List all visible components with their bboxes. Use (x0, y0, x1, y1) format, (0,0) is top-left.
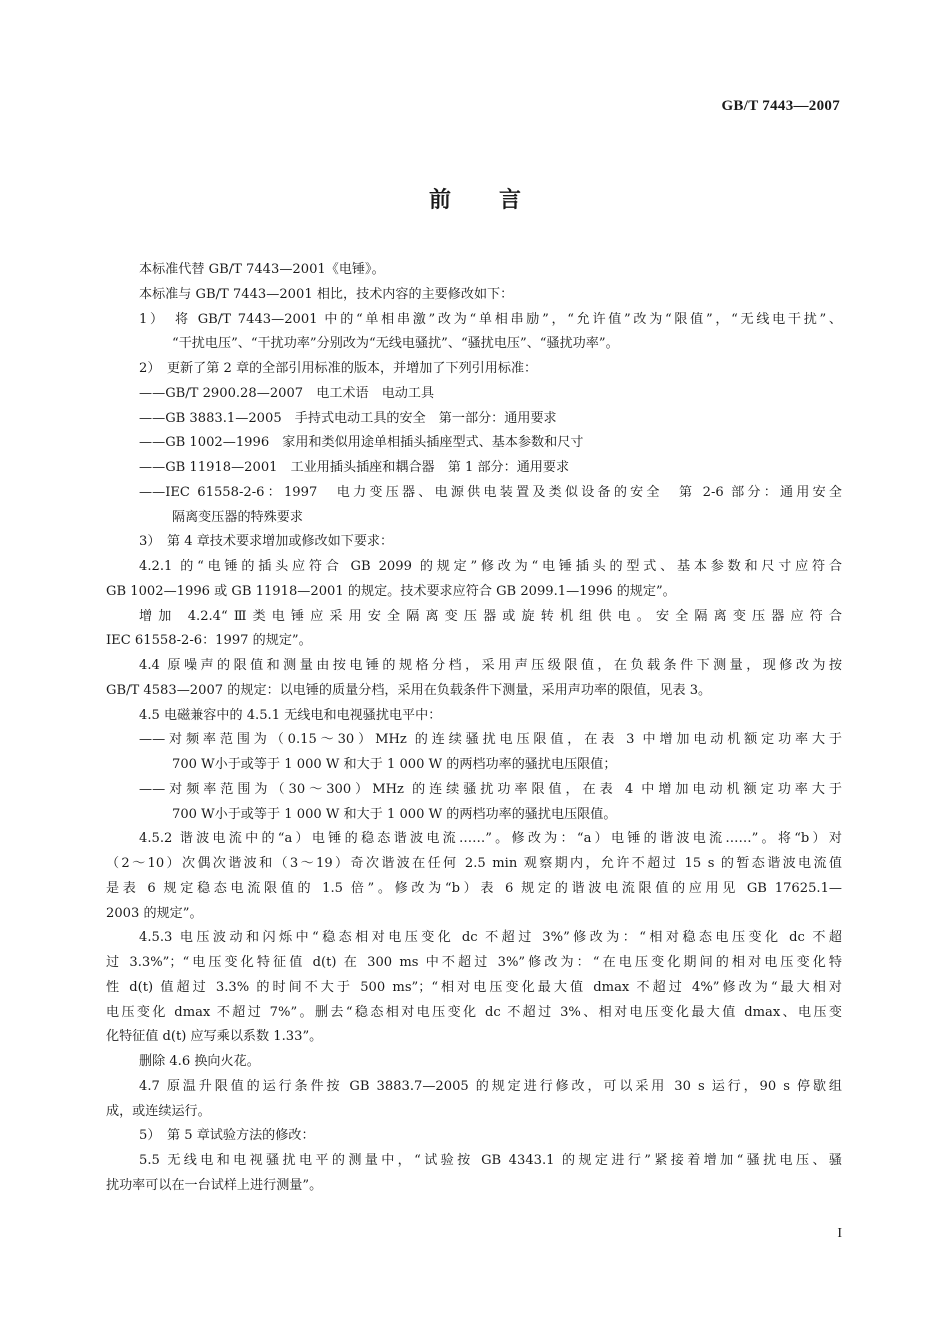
paragraph-line: GB 1002—1996 或 GB 11918—2001 的规定。技术要求应符合 GB 2099.1—1996 的规定”。 (106, 583, 676, 599)
list-item-continuation: 700 W小于或等于 1 000 W 和大于 1 000 W 的两档功率的骚扰电压限值。 (172, 806, 617, 822)
paragraph-line: （2～10）次偶次谐波和（3～19）奇次谐波在任何 2.5 min 观察期内，允许不超过 15 s 的暂态谐波电流值 (106, 856, 842, 871)
list-item: ——GB/T 2900.28—2007 电工术语 电动工具 (139, 385, 435, 401)
paragraph-line: 增加 4.2.4“Ⅲ类电锤应采用安全隔离变压器或旋转机组供电。安全隔离变压器应符合 (139, 608, 842, 624)
list-item: ——GB 1002—1996 家用和类似用途单相插头插座型式、基本参数和尺寸 (139, 435, 584, 451)
paragraph-line: IEC 61558-2-6：1997 的规定”。 (106, 633, 312, 649)
paragraph-line: 是表 6 规定稳态电流限值的 1.5 倍”。修改为“b）表 6 规定的谐波电流限值的应用见 GB 17625.1— (106, 880, 842, 896)
paragraph-line: 删除 4.6 换向火花。 (139, 1054, 260, 1069)
paragraph-line: 4.4 原噪声的限值和测量由按电锤的规格分档，采用声压级限值，在负载条件下测量，现修改为按 (139, 658, 842, 673)
paragraph-line: GB/T 4583—2007 的规定：以电锤的质量分档，采用在负载条件下测量，采用声功率的限值，见表 3。 (106, 682, 712, 698)
page-number: I (837, 1226, 842, 1241)
paragraph-line: 本标准代替 GB/T 7443—2001《电锤》。 (139, 262, 385, 277)
paragraph-line: 5.5 无线电和电视骚扰电平的测量中，“试验按 GB 4343.1 的规定进行”紧接着增加“骚扰电压、骚 (139, 1153, 842, 1168)
paragraph-line: 4.7 原温升限值的运行条件按 GB 3883.7—2005 的规定进行修改，可以采用 30 s 运行，90 s 停歇组 (139, 1078, 842, 1094)
paragraph-line: 性 d(t) 值超过 3.3% 的时间不大于 500 ms”；“相对电压变化最大值 dmax 不超过 4%”修改为“最大相对 (106, 979, 842, 995)
paragraph-line: 本标准与 GB/T 7443—2001 相比，技术内容的主要修改如下： (139, 286, 514, 302)
paragraph-line: 4.5.3 电压波动和闪烁中“稳态相对电压变化 dc 不超过 3%”修改为：“相对稳态电压变化 dc 不超 (139, 930, 842, 946)
paragraph-line: “干扰电压”、“干扰功率”分别改为“无线电骚扰”、“骚扰电压”、“骚扰功率”。 (172, 336, 619, 352)
list-item: ——对频率范围为（30～300）MHz 的连续骚扰功率限值，在表 4 中增加电动机额定功率大于 (139, 781, 842, 797)
paragraph-line: 1） 将 GB/T 7443—2001 中的“单相串激”改为“单相串励”，“允许值”改为“限值”，“无线电干扰”、 (139, 311, 842, 327)
paragraph-line: 扰功率可以在一台试样上进行测量”。 (106, 1177, 323, 1193)
page-title: 前言 (428, 188, 569, 213)
paragraph-line: 4.5.2 谐波电流中的“a）电锤的稳态谐波电流……”。修改为：“a）电锤的谐波电流……”。将“b）对 (139, 831, 842, 847)
paragraph-line: 成，或连续运行。 (106, 1103, 211, 1119)
paragraph-line: 4.2.1 的“电锤的插头应符合 GB 2099 的规定”修改为“电锤插头的型式、基本参数和尺寸应符合 (139, 559, 842, 574)
paragraph-line: 5） 第 5 章试验方法的修改： (139, 1128, 315, 1144)
list-item: ——对频率范围为（0.15～30）MHz 的连续骚扰电压限值，在表 3 中增加电动机额定功率大于 (139, 732, 842, 748)
list-item-continuation: 隔离变压器的特殊要求 (172, 509, 303, 525)
document-body (106, 258, 842, 1199)
paragraph-line: 4.5 电磁兼容中的 4.5.1 无线电和电视骚扰电平中： (139, 707, 442, 723)
paragraph-line: 化特征值 d(t) 应写乘以系数 1.33”。 (106, 1029, 323, 1045)
paragraph-line: 2003 的规定”。 (106, 905, 203, 921)
paragraph-line: 2） 更新了第 2 章的全部引用标准的版本，并增加了下列引用标准： (139, 361, 538, 376)
list-item-continuation: 700 W小于或等于 1 000 W 和大于 1 000 W 的两档功率的骚扰电压限值； (172, 757, 617, 772)
standard-number: GB/T 7443—2007 (721, 98, 840, 114)
paragraph-line: 过 3.3%”；“电压变化特征值 d(t) 在 300 ms 中不超过 3%”修改为：“在电压变化期间的相对电压变化特 (106, 955, 842, 970)
paragraph-line: 3） 第 4 章技术要求增加或修改如下要求： (139, 534, 394, 550)
list-item: ——IEC 61558-2-6：1997 电力变压器、电源供电装置及类似设备的安全 第 2-6 部分：通用安全 (139, 484, 842, 500)
paragraph-line: 电压变化 dmax 不超过 7%”。删去“稳态相对电压变化 dc 不超过 3%、相对电压变化最大值 dmax、电压变 (106, 1004, 842, 1020)
list-item: ——GB 11918—2001 工业用插头插座和耦合器 第 1 部分：通用要求 (139, 460, 570, 475)
list-item: ——GB 3883.1—2005 手持式电动工具的安全 第一部分：通用要求 (139, 410, 557, 426)
